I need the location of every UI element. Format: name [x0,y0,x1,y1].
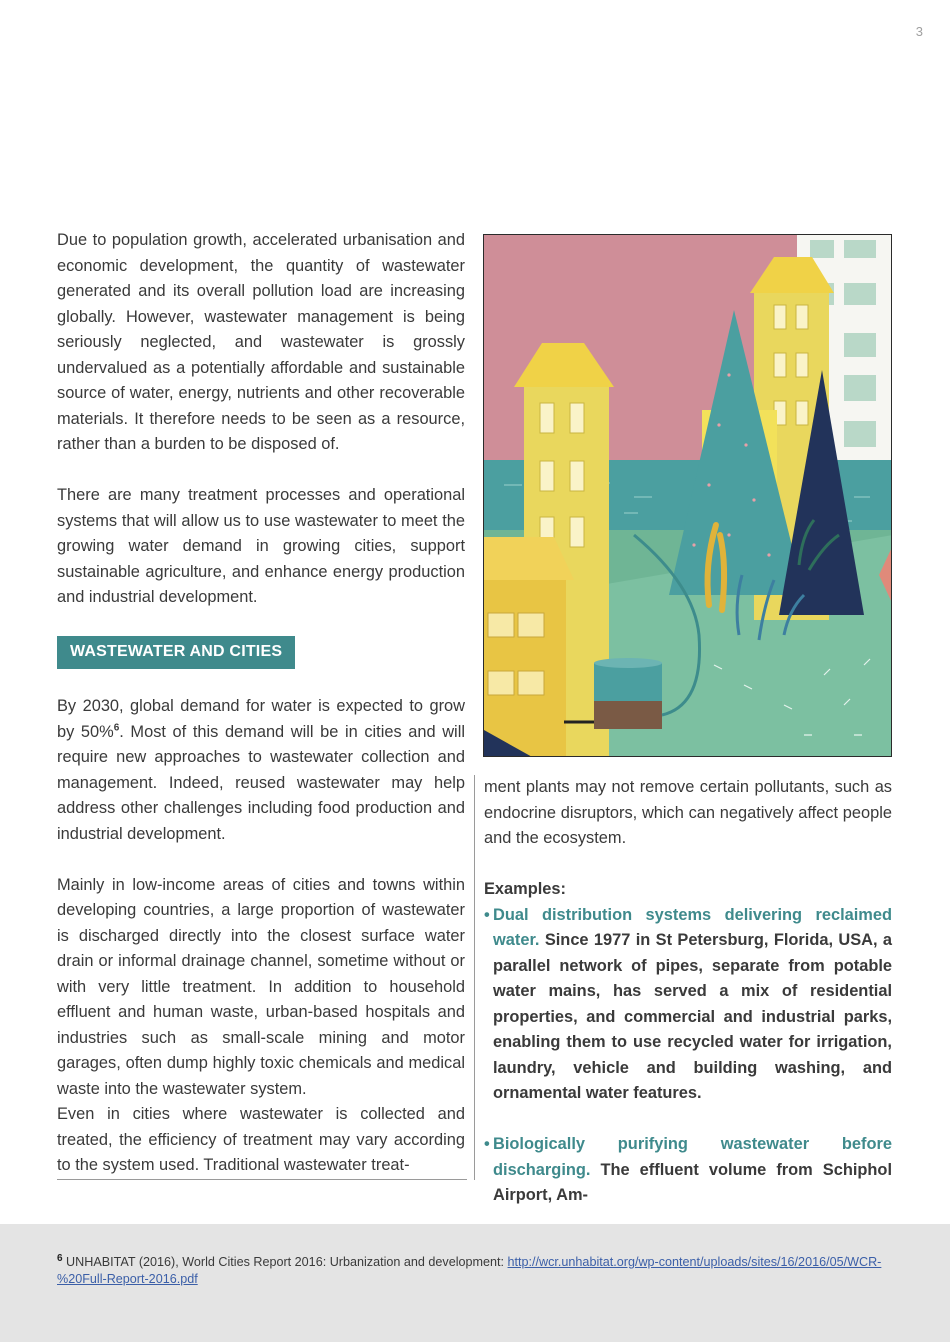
example-highlight: Biologically purifying wastewater before discharging. [493,1135,892,1179]
treatment-paragraph: There are many treatment processes and operational systems that will allow us to use wastewater to meet the growing water demand in growing cities, support sustainable agriculture, and enhance energy production and industrial development. [57,486,465,606]
footnote-number: 6 [57,1253,63,1264]
examples-label: Examples: [484,880,566,898]
column-divider [474,775,475,1180]
footnote-reference[interactable]: 6 [113,722,120,734]
left-column [57,228,465,1179]
column-bottom-rule [57,1179,467,1180]
example-highlight: Dual distribution systems delivering reclaimed water. [493,905,892,949]
low-income-paragraph: Mainly in low-income areas of cities and towns within developing countries, a large proportion of wastewater is discharged directly into the closest surface water drain or informal drainage channel, sometime without or with very little treatment. In addition to household effluent and human waste, urban-based hospitals and industries such as small-scale mining and motor garages, often dump highly toxic chemicals and medical waste into the wastewater system. [57,875,465,1098]
bullet-icon: • [484,905,490,924]
bullet-icon: • [484,1135,490,1153]
efficiency-paragraph: Even in cities where wastewater is collected and treated, the efficiency of treatment may vary according to the system used. Traditional wastewater treat- [57,1105,465,1174]
page-number: 3 [915,24,923,39]
footnote-link[interactable]: http://wcr.unhabitat.org/wp-content/uploads/sites/16/2016/05/WCR-%20Full-Report-2016.pdf [57,1255,882,1287]
continuation-paragraph: ment plants may not remove certain pollutants, such as endocrine disruptors, which can negatively affect people and the ecosystem. [484,778,892,847]
example-item [484,903,892,1107]
right-column [484,775,892,1234]
example-item [484,1132,892,1209]
demand-text-continued: . Most of this demand will be in cities and will require new approaches to wastewater collection and management. Indeed, reused wastewater may help address other challenges including food production and industrial development. [57,722,465,843]
city-illustration [483,234,892,757]
intro-paragraph: Due to population growth, accelerated urbanisation and economic development, the quantity of wastewater generated and its overall pollution load are increasing globally. However, wastewater management is being seriously neglected, and wastewater is grossly undervalued as a potentially affordable and sustainable source of water, energy, nutrients and other recoverable materials. It therefore needs to be seen as a resource, rather than a burden to be disposed of. [57,231,465,453]
footnote-text: UNHABITAT (2016), World Cities Report 2016: Urbanization and development: [62,1255,508,1270]
demand-paragraph [57,694,465,847]
example-text: Since 1977 in St Petersburg, Florida, USA, a parallel network of pipes, separate from potable water mains, has served a mix of residential properties, and commercial and industrial parks, enabling them to use recycled water for irrigation, laundry, vehicle and building washing, and ornamental water features. [493,931,892,1102]
footnote [57,1250,887,1288]
example-text: The effluent volume from Schiphol Airport, Am- [493,1160,892,1204]
demand-text: By 2030, global demand for water is expected to grow by 50% [57,697,465,741]
section-heading: WASTEWATER AND CITIES [57,636,295,669]
